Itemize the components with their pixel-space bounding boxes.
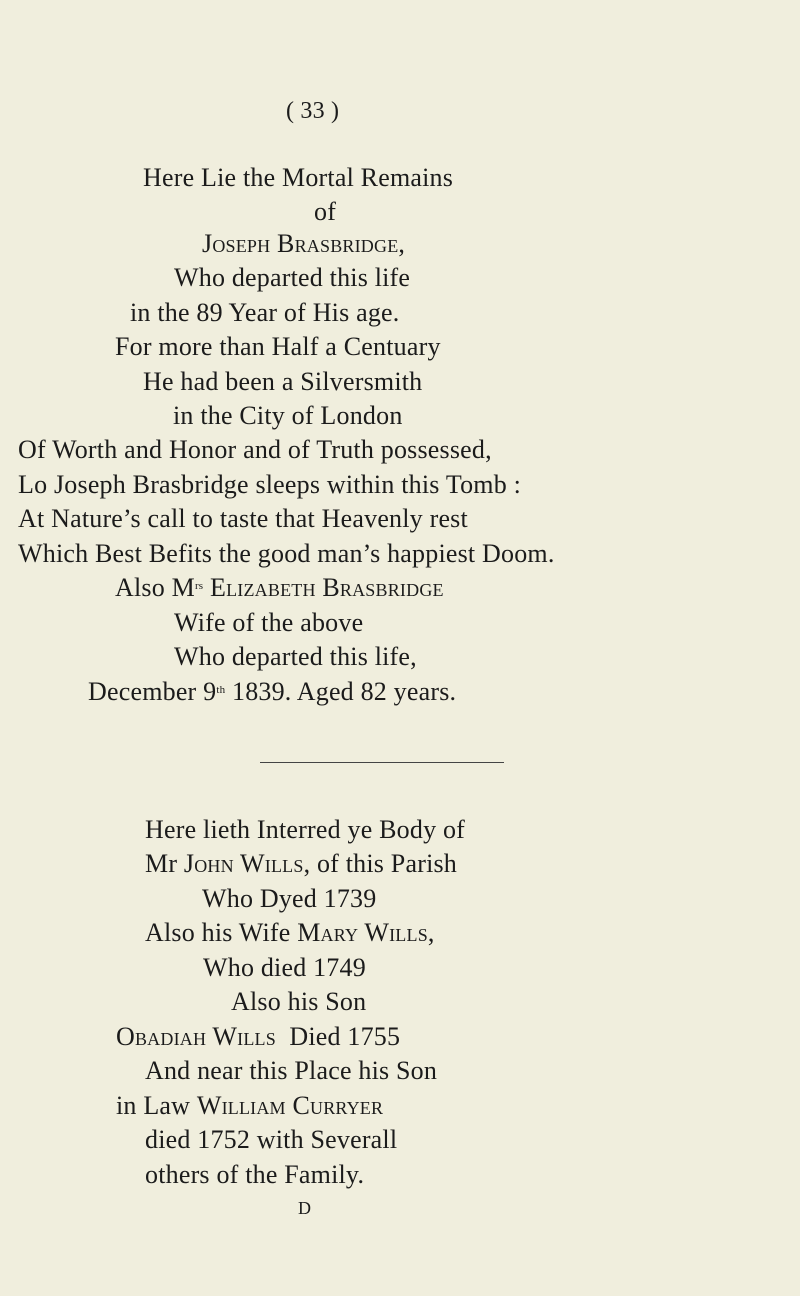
inscription-line: Joseph Brasbridge,: [202, 229, 406, 258]
superscript: th: [216, 684, 226, 696]
inscription-line: For more than Half a Centuary: [115, 332, 441, 361]
inscription-line: [115, 573, 444, 603]
inscription-text: Also his Wife: [145, 918, 298, 947]
inscription-line: Here Lie the Mortal Remains: [143, 163, 454, 192]
person-name: Mary Wills,: [297, 918, 435, 947]
inscription-line: At Nature’s call to taste that Heavenly rest: [18, 504, 468, 533]
inscription-line: Here lieth Interred ye Body of: [145, 815, 466, 844]
superscript: rs: [194, 580, 204, 592]
inscription-text: in Law: [116, 1091, 197, 1120]
inscription-line: in the City of London: [173, 401, 403, 430]
inscription-line: Who died 1749: [203, 953, 366, 982]
inscription-line: others of the Family.: [145, 1160, 365, 1189]
person-name: John Wills,: [183, 849, 311, 878]
inscription-line: died 1752 with Severall: [145, 1125, 398, 1154]
signature-mark: D: [298, 1198, 311, 1218]
person-name: Obadiah Wills: [116, 1022, 276, 1051]
inscription-line: [88, 677, 456, 707]
inscription-text: 1839. Aged 82 years.: [225, 677, 457, 706]
inscription-text: of this Parish: [310, 849, 458, 878]
page-number: ( 33 ): [286, 98, 340, 124]
inscription-line: [145, 849, 457, 879]
inscription-line: Who Dyed 1739: [202, 884, 377, 913]
inscription-line: [116, 1022, 400, 1052]
inscription-line: Lo Joseph Brasbridge sleeps within this Tomb :: [18, 470, 522, 499]
inscription-line: And near this Place his Son: [145, 1056, 438, 1085]
inscription-line: Which Best Befits the good man’s happiest Doom.: [18, 539, 555, 568]
inscription-line: of: [314, 197, 337, 226]
inscription-line: in the 89 Year of His age.: [130, 298, 400, 327]
inscription-line: Of Worth and Honor and of Truth possessed,: [18, 435, 492, 464]
inscription-line: [116, 1091, 383, 1121]
person-name: Elizabeth Brasbridge: [203, 573, 444, 602]
inscription-text: Mr: [145, 849, 184, 878]
inscription-line: He had been a Silversmith: [143, 367, 423, 396]
inscription-text: December 9: [88, 677, 217, 706]
section-divider: [260, 762, 504, 763]
inscription-text: Died 1755: [275, 1022, 401, 1051]
inscription-line: Wife of the above: [174, 608, 364, 637]
inscription-line: [145, 918, 435, 948]
inscription-text: Also M: [115, 573, 195, 602]
person-name: William Curryer: [196, 1091, 384, 1120]
inscription-line: Who departed this life,: [174, 642, 417, 671]
inscription-line: Also his Son: [231, 987, 367, 1016]
inscription-line: Who departed this life: [174, 263, 411, 292]
